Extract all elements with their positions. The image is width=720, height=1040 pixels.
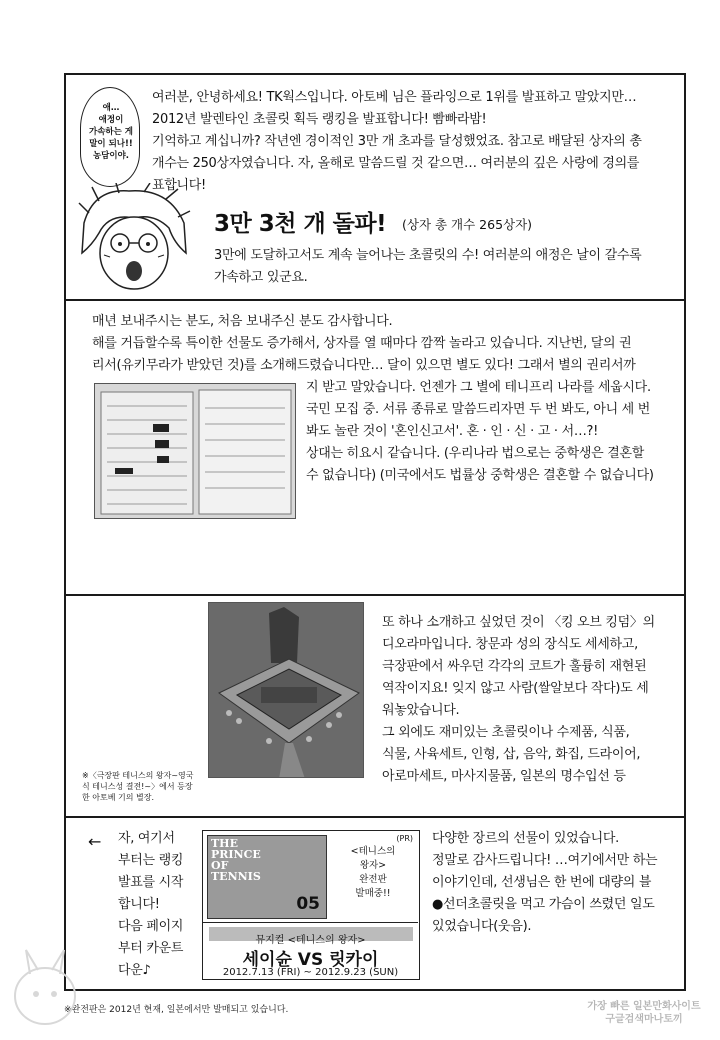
headline-count: 3만 3천 개 돌파! <box>214 211 387 237</box>
marriage-registration-photo <box>94 383 296 519</box>
musical-title: 세이슌 VS 릿카이 <box>242 950 379 970</box>
gifts-right-text: 지 받고 말았습니다. 언젠가 그 별에 테니프리 나라를 세웁시다. 국민 모집 중. 서류 종류로 말씀드리자면 두 번 봐도, 아니 세 번 봐도 놀란 것이 '혼인신고서'. 혼 · 인 · 신 · 고 · 서…?! 상대는 히요시 같습니다. (우리나라 법으로는 중학생은 결혼할 수 없습니다) (미국에서도 법률상 중학생은 결혼할 수 없습니다) <box>306 380 654 483</box>
diorama-section <box>66 596 684 818</box>
speech-bubble <box>80 87 140 187</box>
footnote: ※완전판은 2012년 현재, 일본에서만 발매되고 있습니다. <box>64 1005 289 1015</box>
complete-edition-text: <테니스의 왕자> 완전판 발매중!! <box>350 846 396 899</box>
advertisement-box <box>202 830 420 980</box>
page-frame <box>64 73 686 991</box>
pr-mark: (PR) <box>396 834 413 843</box>
headline-box-count: (상자 총 개수 265상자) <box>402 217 533 232</box>
gifts-section <box>66 301 684 596</box>
diorama-photo <box>208 602 364 778</box>
gifts-top-text: 매년 보내주시는 분도, 처음 보내주신 분도 감사합니다. 해를 거듭할수록 특이한 선물도 증가해서, 상자를 열 때마다 깜짝 놀라고 있습니다. 지난번, 달의 권 리서(유키무라가 받았던 것)를 소개해드렸습니다만… 달이 있으면 별도 있다! 그래서 별의 권리서까 <box>92 314 636 373</box>
speech-bubble-text: 애… 애정이 가속하는 게 말이 되나!! 농담이야. <box>88 103 133 161</box>
arrow-left-icon: ← <box>88 832 102 851</box>
ranking-right-text: 다양한 장르의 선물이 있었습니다. 정말로 감사드립니다! …여기에서만 하는 이야기인데, 선생님은 한 번에 대량의 블 ●선더초콜릿을 먹고 가슴이 쓰렸던 일도 있었습니다(웃음). <box>432 831 658 934</box>
intro-outro-text: 3만에 도달하고서도 계속 늘어나는 초콜릿의 수! 여러분의 애정은 날이 갈수록 가속하고 있군요. <box>214 248 642 285</box>
intro-text: 여러분, 안녕하세요! TK웍스입니다. 아토베 님은 플라잉으로 1위를 발표하고 말았지만… 2012년 발렌타인 초콜릿 획득 랭킹을 발표합니다! 빰빠라밤! 기억하고 계십니까? 작년엔 경이적인 3만 개 초과를 달성했었죠. 참고로 배달된 상자의 총 개수는 250상자였습니다. 자, 올해로 말씀드릴 것 같으면… 여러분의 깊은 사랑에 경의를 표합니다! <box>152 90 642 193</box>
diorama-text: 또 하나 소개하고 싶었던 것이 〈킹 오브 킹덤〉의 디오라마입니다. 창문과 성의 장식도 세세하고, 극장판에서 싸우던 각각의 코트가 훌륭히 재현된 역작이지요! 잊지 않고 사람(쌀알보다 작다)도 세 워놓았습니다. 그 외에도 재미있는 초콜릿이나 수제품, 식품, 식물, 사육세트, 인형, 삽, 음악, 화집, 드라이어, 아로마세트, 마사지물품, 일본의 명수입선 등 <box>382 615 655 784</box>
ranking-intro-section <box>66 818 684 989</box>
complete-edition-ad <box>203 831 418 923</box>
intro-section <box>66 75 684 301</box>
atobe-face-illustration <box>74 183 192 291</box>
musical-dates: 2012.7.13 (FRI) ~ 2012.9.23 (SUN) <box>222 967 399 978</box>
watermark-rabbit-logo <box>8 946 82 1026</box>
cover-title: THE PRINCE OF TENNIS <box>211 837 261 883</box>
cover-volume: 05 <box>296 894 320 914</box>
watermark-text: 가장 빠른 일본만화사이트 구글검색마나토끼 <box>587 1001 701 1025</box>
musical-label: 뮤지컬 <테니스의 왕자> <box>255 935 366 946</box>
ranking-start-text: 자, 여기서 부터는 랭킹 발표를 시작 합니다! 다음 페이지 부터 카운트 다운♪ <box>118 831 184 978</box>
manga-cover-image <box>207 835 327 919</box>
diorama-caption: ※〈극장판 테니스의 왕자~영국 식 테니스성 결전!~〉에서 등장 한 아토베 기의 별장. <box>82 771 194 802</box>
